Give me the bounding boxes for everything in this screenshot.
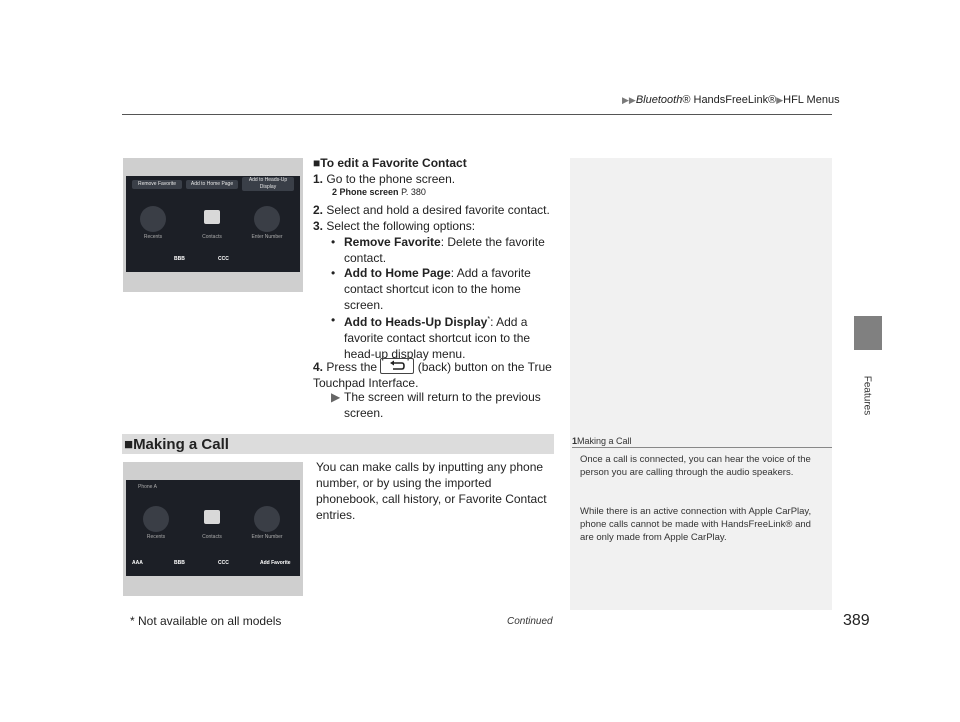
enter-number-label: Enter Number (251, 534, 283, 540)
edit-favorite-heading: ■To edit a Favorite Contact (313, 156, 467, 170)
section-tab (854, 316, 882, 350)
screenshot-edit-favorite (123, 158, 303, 292)
contacts-icon (204, 510, 220, 524)
breadcrumb-handsfreelink: HandsFreeLink® (690, 94, 777, 106)
square-bullet-icon: ■ (124, 436, 134, 453)
arrow-icon: ▶ (776, 95, 784, 105)
breadcrumb-hfl-menus: HFL Menus (783, 94, 840, 106)
note-paragraph-2: While there is an active connection with Apple CarPlay, phone calls cannot be made with HandsFreeLink® and are only made from Apple CarPlay. (580, 506, 812, 543)
contacts-label: Contacts (202, 534, 222, 540)
making-a-call-heading: ■Making a Call (124, 436, 229, 453)
option-add-hud: • Add to Heads-Up Display*: Add a favorite contact shortcut icon to the head-up display menu. (331, 313, 531, 361)
note-arrow-icon: 1 (572, 436, 578, 446)
registered-mark: ® (682, 94, 691, 106)
note-rule (572, 447, 832, 448)
screenshot-phone-menu (123, 462, 303, 596)
note-paragraph-1: Once a call is connected, you can hear the voice of the person you are calling through the audio speakers. (580, 454, 811, 478)
option-remove-favorite: • Remove Favorite: Delete the favorite contact. (331, 235, 545, 265)
step-3: 3. Select the following options: (313, 219, 476, 233)
favorite-aaa: AAA (132, 560, 143, 566)
recents-label: Recents (143, 234, 163, 240)
keypad-icon (254, 506, 280, 532)
footnote: * Not available on all models (130, 614, 282, 628)
page-number: 389 (843, 612, 870, 629)
step-1: 1. Go to the phone screen. (313, 172, 456, 186)
favorite-bbb: BBB (174, 560, 185, 566)
header-rule (122, 114, 832, 115)
page-reference: 2 Phone screen P. 380 (332, 187, 426, 197)
result-arrow-icon: ▶ (331, 390, 341, 404)
section-label: Features (861, 375, 873, 416)
enter-number-label: Enter Number (251, 234, 283, 240)
recents-label: Recents (146, 534, 166, 540)
making-a-call-body: You can make calls by inputting any phone number, or by using the imported phonebook, call history, or Favorite Contact entries. (316, 460, 547, 522)
back-button-icon (380, 358, 414, 374)
contacts-icon (204, 210, 220, 224)
continued-label: Continued (507, 616, 553, 627)
square-bullet-icon: ■ (313, 156, 321, 170)
add-home-option: Add to Home Page (186, 180, 238, 189)
keypad-icon (254, 206, 280, 232)
recents-icon (143, 506, 169, 532)
reference-arrow-icon: 2 (332, 187, 338, 197)
breadcrumb-bluetooth: Bluetooth (635, 94, 683, 106)
favorite-bbb: BBB (174, 256, 185, 262)
recents-icon (140, 206, 166, 232)
add-hud-option: Add to Heads-Up Display (242, 177, 294, 191)
favorite-ccc: CCC (218, 560, 229, 566)
arrow-icon: ▶▶ (622, 95, 636, 105)
breadcrumb (622, 94, 840, 106)
step-2: 2. Select and hold a desired favorite contact. (313, 203, 550, 217)
favorite-ccc: CCC (218, 256, 229, 262)
contacts-label: Contacts (202, 234, 222, 240)
add-favorite: Add Favorite (260, 560, 291, 566)
phone-header: Phone A (138, 484, 157, 490)
option-add-home-page: • Add to Home Page: Add a favorite contact shortcut icon to the home screen. (331, 266, 531, 312)
remove-favorite-option: Remove Favorite (132, 180, 182, 189)
step-4-result: ▶ The screen will return to the previous screen. (331, 390, 541, 420)
step-4: 4. Press the (back) button on the True Touchpad Interface. (313, 360, 552, 390)
note-heading: 1Making a Call (572, 436, 632, 446)
